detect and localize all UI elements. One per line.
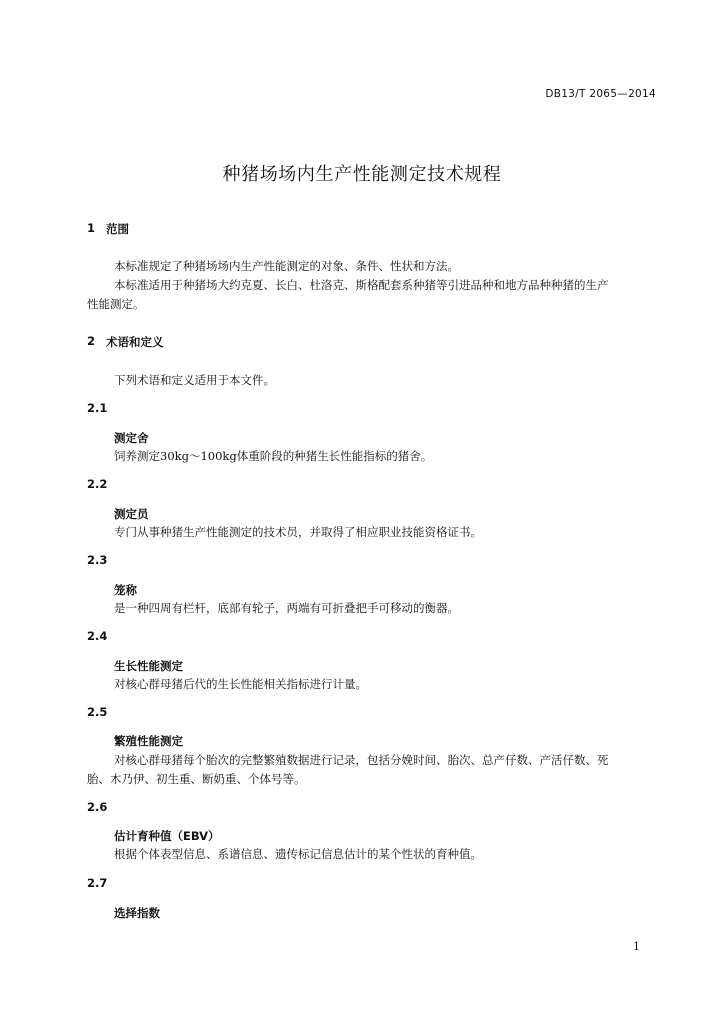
term-definition: 对核心群母猪每个胎次的完整繁殖数据进行记录，包括分娩时间、胎次、总产仔数、产活仔数、死 — [114, 753, 609, 767]
term-definition: 是一种四周有栏杆，底部有轮子，两端有可折叠把手可移动的衡器。 — [114, 601, 459, 615]
term-number: 2.1 — [87, 401, 108, 415]
term-number: 2.7 — [87, 876, 108, 890]
terms-intro: 下列术语和定义适用于本文件。 — [114, 373, 275, 387]
page-number: 1 — [633, 940, 640, 953]
term-number: 2.4 — [87, 629, 108, 643]
term-definition: 饲养测定30kg～100kg体重阶段的种猪生长性能指标的猪舍。 — [114, 449, 433, 463]
term-definition-continued: 胎、木乃伊、初生重、断奶重、个体号等。 — [87, 772, 306, 786]
term-name: 测定舍 — [114, 431, 149, 445]
standard-code: DB13/T 2065—2014 — [545, 88, 656, 100]
document-title: 种猪场场内生产性能测定技术规程 — [222, 164, 502, 185]
term-number: 2.5 — [87, 705, 108, 719]
term-name: 生长性能测定 — [114, 659, 183, 673]
term-definition: 对核心群母猪后代的生长性能相关指标进行计量。 — [114, 677, 367, 691]
scope-paragraph-2-line-2: 性能测定。 — [87, 297, 145, 311]
term-number: 2.2 — [87, 477, 108, 491]
section-1-heading: 范围 — [106, 222, 129, 236]
scope-paragraph-2-line-1: 本标准适用于种猪场大约克夏、长白、杜洛克、斯格配套系种猪等引进品种和地方品种种猪的生产 — [114, 278, 609, 292]
term-name: 选择指数 — [114, 906, 160, 920]
term-number: 2.6 — [87, 800, 108, 814]
term-definition: 专门从事种猪生产性能测定的技术员，并取得了相应职业技能资格证书。 — [114, 525, 482, 539]
term-name: 估计育种值（EBV） — [114, 829, 220, 843]
scope-paragraph-1: 本标准规定了种猪场场内生产性能测定的对象、条件、性状和方法。 — [114, 259, 459, 273]
section-1-number: 1 — [87, 221, 96, 235]
term-definition: 根据个体表型信息、系谱信息、遗传标记信息估计的某个性状的育种值。 — [114, 847, 482, 861]
term-name: 测定员 — [114, 507, 149, 521]
term-name: 繁殖性能测定 — [114, 734, 183, 748]
term-number: 2.3 — [87, 553, 108, 567]
section-2-number: 2 — [87, 334, 96, 348]
term-name: 笼称 — [114, 583, 137, 597]
section-2-heading: 术语和定义 — [106, 335, 164, 349]
